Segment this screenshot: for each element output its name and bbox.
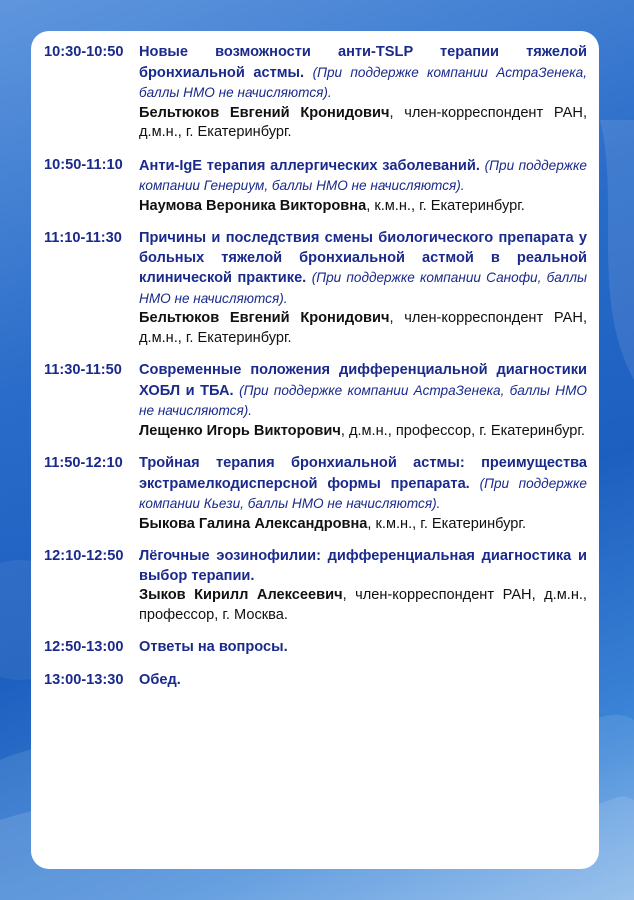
talk-content — [139, 547, 587, 625]
speaker-name: Наумова Вероника Викторовна — [139, 197, 367, 214]
speaker-details: , член-корреспондент РАН, д.м.н., г. Екатеринбург. — [139, 104, 588, 140]
schedule-row — [44, 454, 587, 534]
talk-content — [139, 671, 587, 691]
talk-title: Современные положения дифференциальной диагностики ХОБЛ и ТБА. — [139, 362, 587, 399]
time-slot: 12:50-13:00 — [44, 639, 124, 655]
time-slot: 10:30-10:50 — [44, 44, 124, 60]
speaker-name: Быкова Галина Александровна — [139, 515, 368, 532]
time-slot: 11:50-12:10 — [44, 455, 123, 471]
talk-content — [139, 156, 587, 217]
speaker-name: Бельтюков Евгений Кронидович — [139, 104, 390, 121]
schedule-row — [44, 638, 587, 658]
speaker-details: , член-корреспондент РАН, д.м.н., г. Екатеринбург. — [139, 310, 588, 346]
talk-title: Лёгочные эозинофилии: дифференциальная диагностика и выбор терапии. — [139, 548, 587, 584]
sponsor-note: (При поддержке компании Генериум, баллы НМО не начисляются). — [139, 157, 587, 193]
time-slot: 13:00-13:30 — [44, 671, 124, 688]
talk-title: Новые возможности анти-TSLP терапии тяжелой бронхиальной астмы. — [139, 44, 587, 81]
sponsor-note: (При поддержке компании Кьези, баллы НМО не начисляются). — [139, 475, 587, 511]
schedule-list — [44, 43, 587, 690]
sponsor-note: (При поддержке компании АстраЗенека, баллы НМО не начисляются). — [139, 64, 587, 100]
talk-content — [139, 229, 587, 348]
speaker-info — [139, 516, 526, 532]
speaker-name: Лещенко Игорь Викторович — [139, 422, 341, 439]
speaker-name: Бельтюков Евгений Кронидович — [139, 310, 390, 326]
sponsor-note: (При поддержке компании Санофи, баллы НМО не начисляются). — [139, 270, 587, 306]
speaker-info — [139, 587, 587, 623]
talk-title: Ответы на вопросы. — [139, 639, 288, 655]
schedule-row — [44, 43, 587, 143]
speaker-details: , к.м.н., г. Екатеринбург. — [366, 197, 525, 214]
speaker-details: , член-корреспондент РАН, д.м.н., профессор, г. Москва. — [139, 587, 587, 623]
schedule-row — [44, 547, 587, 625]
speaker-info — [139, 423, 585, 439]
speaker-info — [139, 198, 525, 214]
speaker-details: , д.м.н., профессор, г. Екатеринбург. — [340, 422, 585, 439]
speaker-info — [139, 105, 587, 141]
speaker-name: Зыков Кирилл Алексеевич — [139, 587, 343, 603]
talk-title: Причины и последствия смены биологического препарата у больных тяжелой бронхиальной астмой в реальной клинической практике. — [139, 230, 587, 286]
speaker-details: , к.м.н., г. Екатеринбург. — [367, 515, 527, 532]
talk-title: Тройная терапия бронхиальной астмы: преимущества экстрамелкодисперсной формы препарата. — [139, 455, 587, 492]
sponsor-note: (При поддержке компании АстраЗенека, баллы НМО не начисляются). — [139, 382, 587, 418]
talk-content — [139, 638, 587, 658]
schedule-row — [44, 671, 587, 691]
schedule-row — [44, 156, 587, 217]
schedule-row — [44, 361, 587, 441]
program-card — [31, 31, 599, 869]
talk-title: Обед. — [139, 671, 181, 688]
talk-content — [139, 454, 587, 534]
time-slot: 11:30-11:50 — [44, 362, 122, 378]
talk-content — [139, 43, 587, 143]
talk-content — [139, 361, 587, 441]
time-slot: 12:10-12:50 — [44, 548, 124, 564]
time-slot: 11:10-11:30 — [44, 230, 122, 246]
talk-title: Анти-IgE терапия аллергических заболеваний. — [139, 157, 480, 174]
speaker-info — [139, 310, 587, 346]
time-slot: 10:50-11:10 — [44, 156, 123, 173]
schedule-row — [44, 229, 587, 348]
